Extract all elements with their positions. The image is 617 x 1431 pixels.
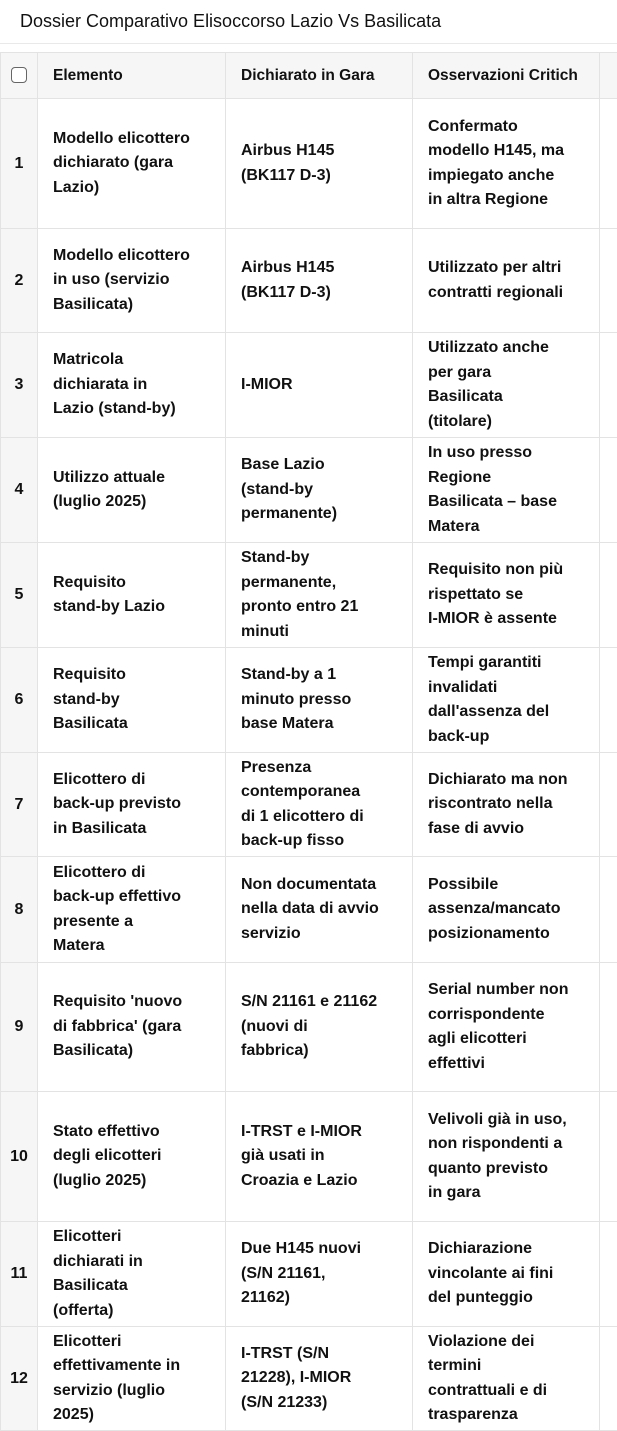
cell-osservazioni-text: Dichiarazione vincolante ai fini del punteggio — [428, 1237, 591, 1311]
row-number: 4 — [1, 438, 38, 543]
page-title-bar — [0, 0, 617, 44]
cell-elemento — [38, 1092, 226, 1222]
row-number: 10 — [1, 1092, 38, 1222]
cell-elemento-text: Utilizzo attuale (luglio 2025) — [53, 466, 217, 515]
cell-extra — [600, 1327, 617, 1431]
cell-extra — [600, 857, 617, 963]
cell-osservazioni-text: Utilizzato anche per gara Basilicata (titolare) — [428, 336, 591, 434]
cell-dichiarato-text: Stand-by permanente, pronto entro 21 minuti — [241, 546, 404, 644]
table-row[interactable] — [1, 333, 617, 438]
cell-elemento-text: Requisito 'nuovo di fabbrica' (gara Basilicata) — [53, 990, 217, 1064]
table-row[interactable] — [1, 963, 617, 1092]
column-header-elemento[interactable]: Elemento — [38, 53, 226, 99]
cell-osservazioni — [413, 543, 600, 648]
cell-dichiarato-text: S/N 21161 e 21162 (nuovi di fabbrica) — [241, 990, 404, 1064]
cell-osservazioni-text: Utilizzato per altri contratti regionali — [428, 256, 591, 305]
column-header-dichiarato[interactable]: Dichiarato in Gara — [226, 53, 413, 99]
cell-dichiarato-text: I-MIOR — [241, 373, 404, 398]
select-all-checkbox[interactable] — [11, 67, 27, 83]
cell-osservazioni-text: Confermato modello H145, ma impiegato anche in altra Regione — [428, 115, 591, 213]
row-number: 5 — [1, 543, 38, 648]
table-header-row — [1, 53, 617, 99]
page-title: Dossier Comparativo Elisoccorso Lazio Vs Basilicata — [20, 11, 441, 32]
cell-extra — [600, 648, 617, 753]
cell-dichiarato-text: Airbus H145 (BK117 D-3) — [241, 256, 404, 305]
cell-osservazioni-text: Velivoli già in uso, non rispondenti a quanto previsto in gara — [428, 1108, 591, 1206]
cell-elemento-text: Matricola dichiarata in Lazio (stand-by) — [53, 348, 217, 422]
cell-osservazioni-text: Dichiarato ma non riscontrato nella fase di avvio — [428, 768, 591, 842]
cell-osservazioni — [413, 1092, 600, 1222]
cell-dichiarato — [226, 963, 413, 1092]
comparison-table — [0, 52, 617, 1431]
cell-extra — [600, 1222, 617, 1327]
cell-osservazioni-text: Requisito non più rispettato se I-MIOR è assente — [428, 558, 591, 632]
cell-osservazioni-text: In uso presso Regione Basilicata – base Matera — [428, 441, 591, 539]
row-number: 12 — [1, 1327, 38, 1431]
cell-dichiarato — [226, 229, 413, 333]
cell-elemento-text: Requisito stand-by Lazio — [53, 571, 217, 620]
cell-elemento — [38, 753, 226, 857]
cell-elemento — [38, 543, 226, 648]
cell-elemento-text: Modello elicottero in uso (servizio Basilicata) — [53, 244, 217, 318]
cell-dichiarato-text: I-TRST e I-MIOR già usati in Croazia e Lazio — [241, 1120, 404, 1194]
cell-extra — [600, 333, 617, 438]
table-row[interactable] — [1, 753, 617, 857]
table-row[interactable] — [1, 543, 617, 648]
cell-elemento-text: Elicottero di back-up previsto in Basilicata — [53, 768, 217, 842]
row-number: 6 — [1, 648, 38, 753]
cell-dichiarato — [226, 1092, 413, 1222]
table-row[interactable] — [1, 648, 617, 753]
cell-dichiarato — [226, 1222, 413, 1327]
cell-dichiarato-text: Base Lazio (stand-by permanente) — [241, 453, 404, 527]
cell-osservazioni-text: Violazione dei termini contrattuali e di trasparenza — [428, 1330, 591, 1428]
cell-elemento — [38, 99, 226, 229]
cell-extra — [600, 963, 617, 1092]
cell-osservazioni — [413, 438, 600, 543]
cell-elemento — [38, 1327, 226, 1431]
cell-elemento-text: Elicottero di back-up effettivo presente a Matera — [53, 861, 217, 959]
cell-osservazioni — [413, 648, 600, 753]
cell-osservazioni — [413, 1222, 600, 1327]
cell-osservazioni — [413, 753, 600, 857]
table-row[interactable] — [1, 438, 617, 543]
cell-extra — [600, 753, 617, 857]
cell-dichiarato — [226, 438, 413, 543]
cell-dichiarato-text: Presenza contemporanea di 1 elicottero di back-up fisso — [241, 756, 404, 854]
cell-dichiarato — [226, 99, 413, 229]
cell-osservazioni — [413, 857, 600, 963]
cell-extra — [600, 438, 617, 543]
row-number: 1 — [1, 99, 38, 229]
select-all-cell — [1, 53, 38, 99]
cell-dichiarato-text: Non documentata nella data di avvio servizio — [241, 873, 404, 947]
column-header-extra — [600, 53, 617, 99]
cell-elemento — [38, 438, 226, 543]
table-row[interactable] — [1, 229, 617, 333]
cell-elemento — [38, 229, 226, 333]
cell-elemento — [38, 857, 226, 963]
cell-dichiarato-text: Due H145 nuovi (S/N 21161, 21162) — [241, 1237, 404, 1311]
cell-elemento — [38, 333, 226, 438]
cell-osservazioni-text: Tempi garantiti invalidati dall'assenza del back-up — [428, 651, 591, 749]
row-number: 2 — [1, 229, 38, 333]
cell-extra — [600, 1092, 617, 1222]
cell-dichiarato — [226, 333, 413, 438]
cell-osservazioni-text: Serial number non corrispondente agli elicotteri effettivi — [428, 978, 591, 1076]
cell-osservazioni — [413, 1327, 600, 1431]
cell-dichiarato — [226, 648, 413, 753]
cell-elemento-text: Modello elicottero dichiarato (gara Lazio) — [53, 127, 217, 201]
cell-dichiarato — [226, 857, 413, 963]
cell-osservazioni-text: Possibile assenza/mancato posizionamento — [428, 873, 591, 947]
cell-elemento — [38, 1222, 226, 1327]
cell-osservazioni — [413, 99, 600, 229]
cell-dichiarato-text: I-TRST (S/N 21228), I-MIOR (S/N 21233) — [241, 1342, 404, 1416]
cell-osservazioni — [413, 963, 600, 1092]
cell-dichiarato-text: Airbus H145 (BK117 D-3) — [241, 139, 404, 188]
table-row[interactable] — [1, 99, 617, 229]
cell-elemento-text: Elicotteri effettivamente in servizio (luglio 2025) — [53, 1330, 217, 1428]
row-number: 9 — [1, 963, 38, 1092]
cell-extra — [600, 229, 617, 333]
cell-osservazioni — [413, 333, 600, 438]
cell-osservazioni — [413, 229, 600, 333]
cell-elemento-text: Stato effettivo degli elicotteri (luglio 2025) — [53, 1120, 217, 1194]
cell-elemento — [38, 648, 226, 753]
row-number: 7 — [1, 753, 38, 857]
cell-dichiarato — [226, 753, 413, 857]
row-number: 11 — [1, 1222, 38, 1327]
row-number: 8 — [1, 857, 38, 963]
row-number: 3 — [1, 333, 38, 438]
table-row[interactable] — [1, 1327, 617, 1431]
cell-elemento-text: Elicotteri dichiarati in Basilicata (offerta) — [53, 1225, 217, 1323]
cell-elemento — [38, 963, 226, 1092]
table-row[interactable] — [1, 1222, 617, 1327]
cell-extra — [600, 99, 617, 229]
cell-elemento-text: Requisito stand-by Basilicata — [53, 663, 217, 737]
table-row[interactable] — [1, 1092, 617, 1222]
cell-dichiarato — [226, 543, 413, 648]
cell-extra — [600, 543, 617, 648]
cell-dichiarato-text: Stand-by a 1 minuto presso base Matera — [241, 663, 404, 737]
cell-dichiarato — [226, 1327, 413, 1431]
table-row[interactable] — [1, 857, 617, 963]
column-header-osservazioni[interactable]: Osservazioni Critich — [413, 53, 600, 99]
